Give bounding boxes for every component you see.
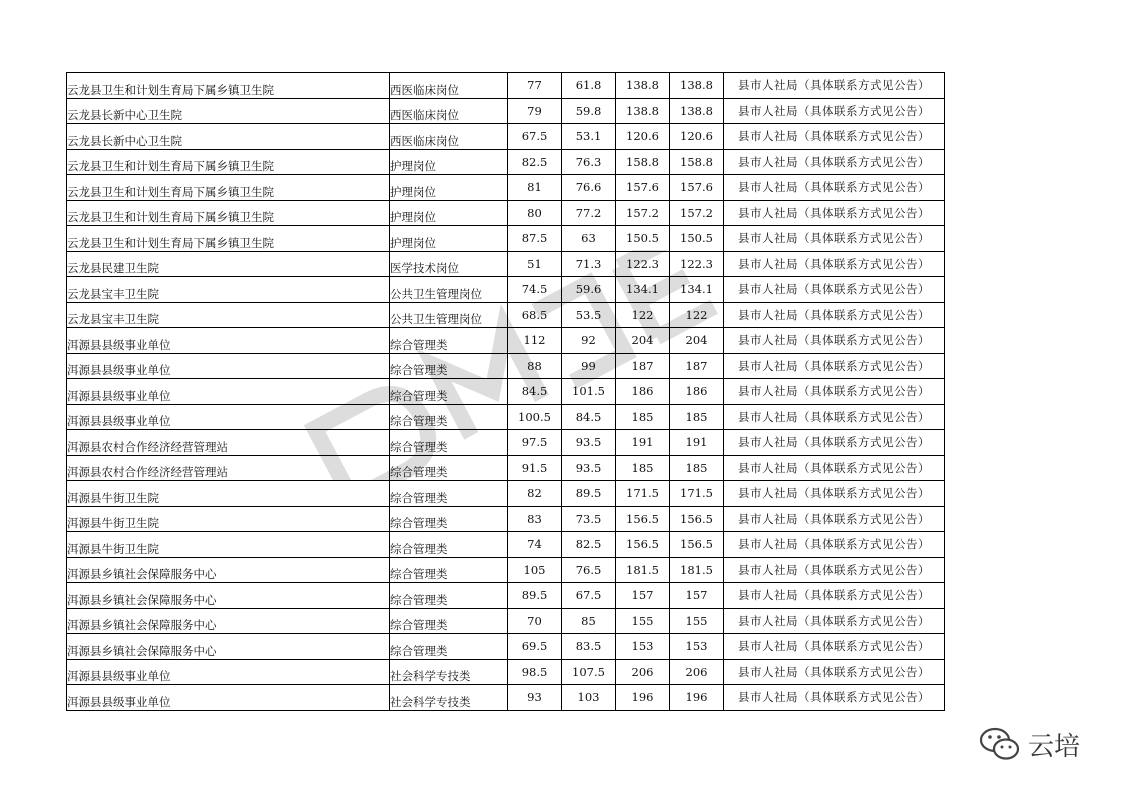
cell-contact: 县市人社局（具体联系方式见公告） <box>724 302 945 328</box>
cell-unit: 洱源县乡镇社会保障服务中心 <box>67 634 390 660</box>
cell-score-total: 185 <box>616 404 670 430</box>
cell-contact: 县市人社局（具体联系方式见公告） <box>724 149 945 175</box>
cell-unit: 洱源县乡镇社会保障服务中心 <box>67 557 390 583</box>
cell-score-written: 74 <box>508 532 562 558</box>
cell-score-written: 105 <box>508 557 562 583</box>
cell-unit: 云龙县民建卫生院 <box>67 251 390 277</box>
cell-contact: 县市人社局（具体联系方式见公告） <box>724 98 945 124</box>
cell-contact: 县市人社局（具体联系方式见公告） <box>724 481 945 507</box>
cell-score-total: 153 <box>616 634 670 660</box>
cell-score-total: 206 <box>616 659 670 685</box>
table-row <box>67 634 945 660</box>
cell-position: 公共卫生管理岗位 <box>390 277 508 303</box>
cell-contact: 县市人社局（具体联系方式见公告） <box>724 583 945 609</box>
table-row <box>67 608 945 634</box>
cell-score-interview: 63 <box>562 226 616 252</box>
table-row <box>67 98 945 124</box>
cell-unit: 洱源县牛街卫生院 <box>67 481 390 507</box>
cell-score-interview: 53.5 <box>562 302 616 328</box>
cell-contact: 县市人社局（具体联系方式见公告） <box>724 200 945 226</box>
cell-score-final: 120.6 <box>670 124 724 150</box>
cell-score-written: 93 <box>508 685 562 711</box>
cell-score-interview: 99 <box>562 353 616 379</box>
cell-score-interview: 61.8 <box>562 73 616 99</box>
cell-score-total: 157 <box>616 583 670 609</box>
cell-score-total: 191 <box>616 430 670 456</box>
cell-unit: 云龙县卫生和计划生育局下属乡镇卫生院 <box>67 200 390 226</box>
cell-score-written: 87.5 <box>508 226 562 252</box>
cell-score-final: 158.8 <box>670 149 724 175</box>
cell-contact: 县市人社局（具体联系方式见公告） <box>724 430 945 456</box>
cell-score-total: 171.5 <box>616 481 670 507</box>
cell-score-interview: 76.6 <box>562 175 616 201</box>
cell-score-written: 69.5 <box>508 634 562 660</box>
cell-score-written: 80 <box>508 200 562 226</box>
table-row <box>67 175 945 201</box>
cell-position: 护理岗位 <box>390 200 508 226</box>
cell-score-final: 191 <box>670 430 724 456</box>
cell-unit: 云龙县宝丰卫生院 <box>67 302 390 328</box>
brand-badge <box>978 724 1080 764</box>
cell-score-interview: 59.8 <box>562 98 616 124</box>
cell-score-final: 186 <box>670 379 724 405</box>
cell-position: 综合管理类 <box>390 430 508 456</box>
cell-score-written: 79 <box>508 98 562 124</box>
cell-score-total: 155 <box>616 608 670 634</box>
cell-score-final: 122.3 <box>670 251 724 277</box>
cell-position: 护理岗位 <box>390 175 508 201</box>
table-row <box>67 251 945 277</box>
cell-score-total: 185 <box>616 455 670 481</box>
cell-score-written: 100.5 <box>508 404 562 430</box>
cell-score-final: 157.2 <box>670 200 724 226</box>
table-row <box>67 481 945 507</box>
cell-position: 综合管理类 <box>390 328 508 354</box>
cell-contact: 县市人社局（具体联系方式见公告） <box>724 226 945 252</box>
cell-score-final: 122 <box>670 302 724 328</box>
cell-score-final: 153 <box>670 634 724 660</box>
table-row <box>67 379 945 405</box>
cell-score-written: 98.5 <box>508 659 562 685</box>
cell-unit: 云龙县长新中心卫生院 <box>67 98 390 124</box>
cell-unit: 洱源县牛街卫生院 <box>67 506 390 532</box>
cell-score-total: 157.6 <box>616 175 670 201</box>
cell-score-total: 122.3 <box>616 251 670 277</box>
cell-score-final: 157.6 <box>670 175 724 201</box>
cell-score-total: 186 <box>616 379 670 405</box>
cell-score-total: 120.6 <box>616 124 670 150</box>
cell-contact: 县市人社局（具体联系方式见公告） <box>724 277 945 303</box>
cell-score-written: 81 <box>508 175 562 201</box>
cell-score-total: 156.5 <box>616 532 670 558</box>
cell-contact: 县市人社局（具体联系方式见公告） <box>724 685 945 711</box>
cell-unit: 洱源县农村合作经济经营管理站 <box>67 455 390 481</box>
score-table <box>66 72 945 711</box>
cell-score-final: 185 <box>670 404 724 430</box>
cell-unit: 洱源县县级事业单位 <box>67 404 390 430</box>
cell-unit: 洱源县县级事业单位 <box>67 659 390 685</box>
cell-position: 护理岗位 <box>390 149 508 175</box>
cell-score-total: 156.5 <box>616 506 670 532</box>
cell-unit: 云龙县宝丰卫生院 <box>67 277 390 303</box>
table-row <box>67 353 945 379</box>
cell-unit: 洱源县乡镇社会保障服务中心 <box>67 583 390 609</box>
cell-position: 综合管理类 <box>390 583 508 609</box>
cell-score-total: 196 <box>616 685 670 711</box>
wechat-icon <box>978 724 1022 764</box>
cell-score-written: 91.5 <box>508 455 562 481</box>
cell-contact: 县市人社局（具体联系方式见公告） <box>724 124 945 150</box>
cell-score-interview: 93.5 <box>562 430 616 456</box>
cell-unit: 洱源县农村合作经济经营管理站 <box>67 430 390 456</box>
cell-contact: 县市人社局（具体联系方式见公告） <box>724 532 945 558</box>
cell-score-final: 138.8 <box>670 73 724 99</box>
cell-score-final: 138.8 <box>670 98 724 124</box>
cell-score-interview: 83.5 <box>562 634 616 660</box>
cell-score-interview: 77.2 <box>562 200 616 226</box>
cell-score-written: 68.5 <box>508 302 562 328</box>
cell-score-written: 74.5 <box>508 277 562 303</box>
cell-score-written: 88 <box>508 353 562 379</box>
cell-score-written: 82 <box>508 481 562 507</box>
cell-score-total: 187 <box>616 353 670 379</box>
cell-score-written: 97.5 <box>508 430 562 456</box>
cell-score-final: 181.5 <box>670 557 724 583</box>
cell-position: 医学技术岗位 <box>390 251 508 277</box>
cell-position: 综合管理类 <box>390 608 508 634</box>
cell-position: 综合管理类 <box>390 634 508 660</box>
table-row <box>67 659 945 685</box>
cell-contact: 县市人社局（具体联系方式见公告） <box>724 557 945 583</box>
cell-score-interview: 59.6 <box>562 277 616 303</box>
table-row <box>67 328 945 354</box>
cell-score-interview: 53.1 <box>562 124 616 150</box>
cell-contact: 县市人社局（具体联系方式见公告） <box>724 73 945 99</box>
cell-score-interview: 82.5 <box>562 532 616 558</box>
cell-contact: 县市人社局（具体联系方式见公告） <box>724 251 945 277</box>
cell-score-written: 112 <box>508 328 562 354</box>
table-row <box>67 532 945 558</box>
cell-score-written: 82.5 <box>508 149 562 175</box>
cell-score-interview: 93.5 <box>562 455 616 481</box>
cell-contact: 县市人社局（具体联系方式见公告） <box>724 328 945 354</box>
cell-position: 西医临床岗位 <box>390 98 508 124</box>
cell-score-final: 155 <box>670 608 724 634</box>
cell-score-final: 187 <box>670 353 724 379</box>
cell-unit: 云龙县卫生和计划生育局下属乡镇卫生院 <box>67 149 390 175</box>
cell-position: 综合管理类 <box>390 532 508 558</box>
cell-position: 综合管理类 <box>390 481 508 507</box>
cell-position: 综合管理类 <box>390 557 508 583</box>
cell-score-written: 70 <box>508 608 562 634</box>
cell-score-written: 89.5 <box>508 583 562 609</box>
cell-unit: 洱源县乡镇社会保障服务中心 <box>67 608 390 634</box>
cell-contact: 县市人社局（具体联系方式见公告） <box>724 608 945 634</box>
cell-score-interview: 101.5 <box>562 379 616 405</box>
table-row <box>67 506 945 532</box>
cell-score-total: 181.5 <box>616 557 670 583</box>
cell-position: 综合管理类 <box>390 506 508 532</box>
cell-score-interview: 92 <box>562 328 616 354</box>
cell-unit: 洱源县县级事业单位 <box>67 353 390 379</box>
cell-score-interview: 76.5 <box>562 557 616 583</box>
cell-contact: 县市人社局（具体联系方式见公告） <box>724 506 945 532</box>
cell-score-final: 156.5 <box>670 506 724 532</box>
cell-position: 护理岗位 <box>390 226 508 252</box>
table-row <box>67 557 945 583</box>
cell-score-written: 67.5 <box>508 124 562 150</box>
cell-score-interview: 85 <box>562 608 616 634</box>
cell-score-final: 196 <box>670 685 724 711</box>
cell-position: 公共卫生管理岗位 <box>390 302 508 328</box>
cell-score-interview: 71.3 <box>562 251 616 277</box>
cell-score-written: 77 <box>508 73 562 99</box>
cell-unit: 云龙县卫生和计划生育局下属乡镇卫生院 <box>67 226 390 252</box>
table-row <box>67 124 945 150</box>
cell-position: 社会科学专技类 <box>390 685 508 711</box>
cell-unit: 云龙县卫生和计划生育局下属乡镇卫生院 <box>67 73 390 99</box>
table-row <box>67 430 945 456</box>
table-row <box>67 73 945 99</box>
cell-position: 综合管理类 <box>390 379 508 405</box>
brand-name: 云培 <box>1028 731 1081 762</box>
cell-score-final: 206 <box>670 659 724 685</box>
cell-contact: 县市人社局（具体联系方式见公告） <box>724 175 945 201</box>
cell-score-interview: 89.5 <box>562 481 616 507</box>
cell-score-final: 156.5 <box>670 532 724 558</box>
cell-position: 社会科学专技类 <box>390 659 508 685</box>
cell-score-interview: 107.5 <box>562 659 616 685</box>
cell-score-interview: 76.3 <box>562 149 616 175</box>
cell-position: 综合管理类 <box>390 353 508 379</box>
cell-contact: 县市人社局（具体联系方式见公告） <box>724 404 945 430</box>
cell-unit: 洱源县牛街卫生院 <box>67 532 390 558</box>
table-row <box>67 149 945 175</box>
cell-unit: 洱源县县级事业单位 <box>67 328 390 354</box>
cell-score-total: 204 <box>616 328 670 354</box>
cell-score-interview: 73.5 <box>562 506 616 532</box>
cell-unit: 云龙县长新中心卫生院 <box>67 124 390 150</box>
table-row <box>67 404 945 430</box>
cell-unit: 洱源县县级事业单位 <box>67 685 390 711</box>
cell-score-interview: 103 <box>562 685 616 711</box>
table-row <box>67 226 945 252</box>
cell-score-written: 83 <box>508 506 562 532</box>
cell-score-total: 138.8 <box>616 73 670 99</box>
table-row <box>67 685 945 711</box>
cell-unit: 洱源县县级事业单位 <box>67 379 390 405</box>
cell-score-interview: 84.5 <box>562 404 616 430</box>
cell-contact: 县市人社局（具体联系方式见公告） <box>724 353 945 379</box>
cell-score-final: 171.5 <box>670 481 724 507</box>
cell-score-written: 84.5 <box>508 379 562 405</box>
cell-score-final: 157 <box>670 583 724 609</box>
cell-contact: 县市人社局（具体联系方式见公告） <box>724 455 945 481</box>
cell-score-final: 150.5 <box>670 226 724 252</box>
cell-position: 西医临床岗位 <box>390 124 508 150</box>
cell-score-total: 157.2 <box>616 200 670 226</box>
score-table-body <box>67 73 945 711</box>
cell-score-interview: 67.5 <box>562 583 616 609</box>
cell-score-written: 51 <box>508 251 562 277</box>
cell-score-total: 150.5 <box>616 226 670 252</box>
table-row <box>67 583 945 609</box>
cell-position: 西医临床岗位 <box>390 73 508 99</box>
table-row <box>67 277 945 303</box>
cell-score-total: 134.1 <box>616 277 670 303</box>
table-row <box>67 200 945 226</box>
cell-score-total: 158.8 <box>616 149 670 175</box>
cell-unit: 云龙县卫生和计划生育局下属乡镇卫生院 <box>67 175 390 201</box>
cell-contact: 县市人社局（具体联系方式见公告） <box>724 659 945 685</box>
cell-score-final: 185 <box>670 455 724 481</box>
cell-contact: 县市人社局（具体联系方式见公告） <box>724 379 945 405</box>
cell-score-final: 134.1 <box>670 277 724 303</box>
cell-position: 综合管理类 <box>390 455 508 481</box>
cell-score-total: 122 <box>616 302 670 328</box>
table-row <box>67 455 945 481</box>
cell-position: 综合管理类 <box>390 404 508 430</box>
table-row <box>67 302 945 328</box>
cell-contact: 县市人社局（具体联系方式见公告） <box>724 634 945 660</box>
cell-score-total: 138.8 <box>616 98 670 124</box>
cell-score-final: 204 <box>670 328 724 354</box>
